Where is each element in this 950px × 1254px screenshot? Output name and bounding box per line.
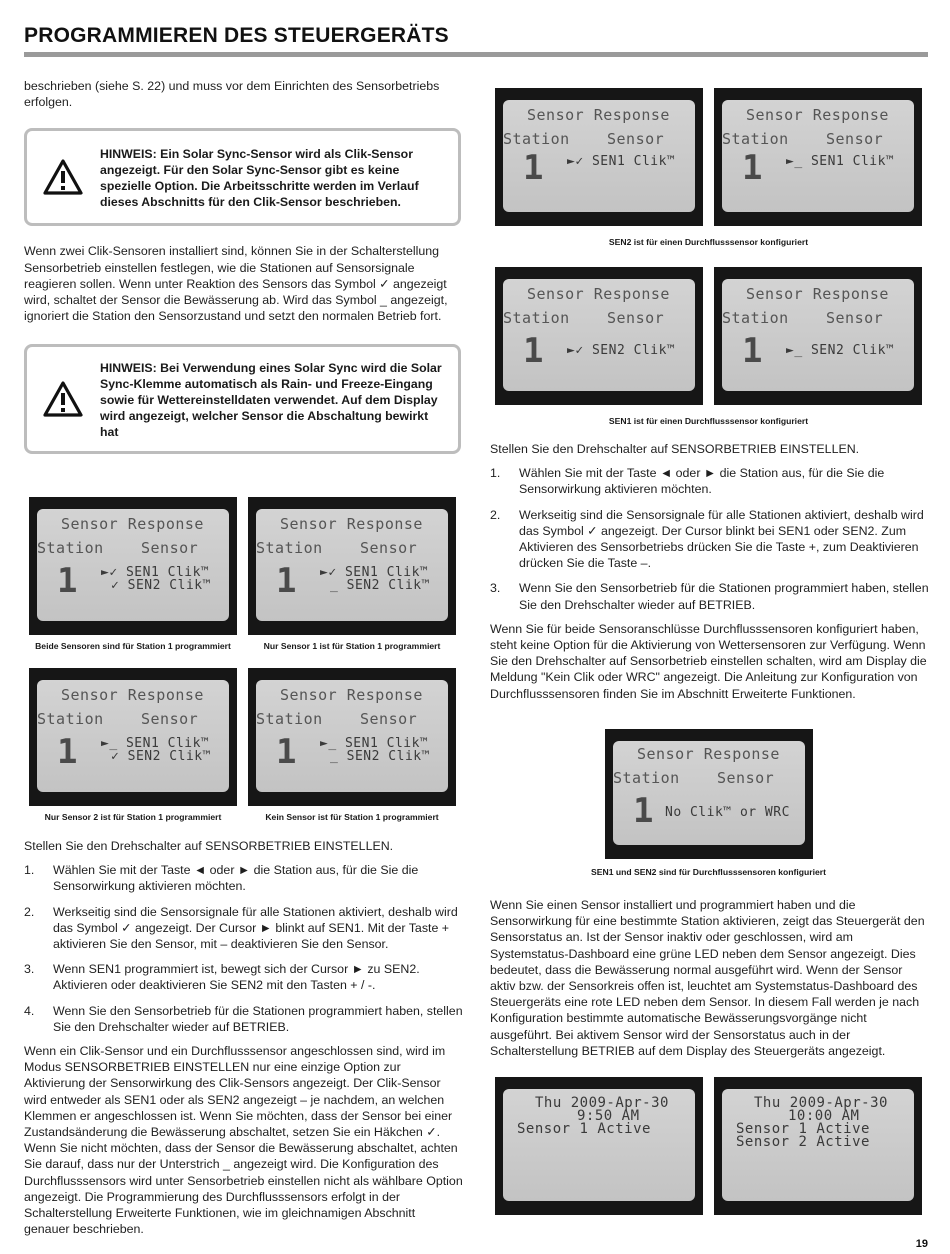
lcd-sen1-line: ►_ SEN1 Clik™ [320,736,429,751]
dial-instruction-left: Stellen Sie den Drehschalter auf SENSORBETRIEB EINSTELLEN. [24,839,394,853]
lcd-col-station: Station [37,539,104,557]
lcd-col-sensor: Sensor [826,309,884,327]
lcd-title: Sensor Response [280,515,423,533]
lcd-both-sensors [29,497,237,635]
lcd-screen [722,279,914,391]
right-text-1 [490,441,930,702]
caption-sensor1-only: Nur Sensor 1 ist für Station 1 programmiert [263,641,441,651]
step-text: Werkseitig sind die Sensorsignale für alle Stationen aktiviert, deshalb wird das Symbol ✓ angezeigt. Der Cursor ► blinkt auf SEN1. Mit der Taste + aktivieren Sie den Sensor, mit – deaktivieren Sie den Sensor. [53,904,458,952]
lcd-station-number: 1 [523,331,544,371]
lcd-sen2-line: ✓ SEN2 Clik™ [111,578,211,593]
lcd-screen [256,509,448,621]
lcd-col-station: Station [722,130,789,148]
steps-left [24,862,464,1035]
lcd-station-number: 1 [523,148,544,188]
lcd-screen [503,1089,695,1201]
title-rule [24,52,928,57]
lcd-screen [722,1089,914,1201]
step-item [24,862,464,894]
paragraph-sensor-status: Wenn Sie einen Sensor installiert und programmiert haben und die Sensorwirkung für eine bestimmte Station aktivieren, zeigt das Steuergerät den Sensorstatus an. Ist der Sensor inaktiv oder geschlossen, wird am Systemstatus-Dashboard eine grüne LED neben dem Sensor angezeigt. Dies bedeutet, dass die Bewässerung normal ausgeführt wird. Wenn der Sensor aktiv bzw. der Sensorkreis offen ist, leuchtet am Systemstatus-Dashboard des Steuergeräts eine rote LED neben dem Sensor. In diesem Fall werden je nach Konfiguration bestimmte automatische Bewässerungsvorgänge nicht ausgeführt. Bei aktivem Sensor wird der Sensorstatus auch in der Schalterstellung BETRIEB auf dem Display des Steuergeräts angezeigt. [490,898,925,1058]
lcd-sen2-line: ►✓ SEN2 Clik™ [567,343,676,358]
lcd-screen [256,680,448,792]
lcd-status-2 [714,1077,922,1215]
note-box-2 [24,344,461,454]
lcd-sensor-1-active: Sensor 1 Active [736,1121,870,1137]
left-lower-text [24,838,464,1237]
lcd-screen [613,741,805,845]
page-title: PROGRAMMIEREN DES STEUERGERÄTS [24,24,449,47]
step-number: 3. [24,962,35,977]
lcd-sensor-2-active: Sensor 2 Active [736,1134,870,1150]
step-number: 1. [24,863,35,878]
lcd-date: Thu 2009-Apr-30 [535,1095,669,1111]
step-text: Wenn Sie den Sensorbetrieb für die Stationen programmiert haben, stellen Sie den Drehschalter wieder auf BETRIEB. [519,581,929,612]
step-text: Wenn SEN1 programmiert ist, bewegt sich der Cursor ► zu SEN2. Aktivieren oder deaktivieren Sie SEN2 mit den Tasten + / -. [53,962,420,993]
step-text: Werkseitig sind die Sensorsignale für alle Stationen aktiviert, deshalb wird das Symbol ✓ angezeigt. Der Cursor blinkt bei SEN1 oder SEN2. Zum Aktivieren des Sensorbetriebs drücken Sie die Taste +, zum Deaktivieren drücken Sie die Taste –. [519,507,924,571]
lcd-screen [503,100,695,212]
step-number: 1. [490,466,501,481]
lcd-sen1-flow-a [495,267,703,405]
lcd-no-clik [605,729,813,859]
lcd-screen [722,100,914,212]
note-1-text [100,146,444,210]
caption-no-sensor: Kein Sensor ist für Station 1 programmiert [265,812,439,822]
lcd-sen2-line: _ SEN2 Clik™ [330,749,430,764]
lcd-sen2-flow-a [495,88,703,226]
lcd-screen [503,279,695,391]
step-item [490,465,930,497]
step-text: Wenn Sie den Sensorbetrieb für die Stationen programmiert haben, stellen Sie den Drehschalter wieder auf BETRIEB. [53,1003,463,1034]
lcd-title: Sensor Response [61,686,204,704]
caption-both-sensors: Beide Sensoren sind für Station 1 programmiert [35,641,231,651]
step-item [24,904,464,953]
warning-icon [43,381,83,417]
note-2-label: HINWEIS: [100,361,157,376]
step-item [24,1003,464,1035]
lcd-screen [37,509,229,621]
lcd-sen1-line: ►_ SEN1 Clik™ [786,154,895,169]
intro-paragraph: beschrieben (siehe S. 22) und muss vor dem Einrichten des Sensorbetriebs erfolgen. [24,79,440,110]
right-text-2 [490,897,930,1059]
caption-sensor2-only: Nur Sensor 2 ist für Station 1 programmiert [44,812,222,822]
lcd-station-number: 1 [276,732,297,772]
lcd-no-sensor [248,668,456,806]
lcd-col-sensor: Sensor [141,710,199,728]
lcd-sensor1-only [248,497,456,635]
lcd-station-number: 1 [57,561,78,601]
lcd-time: 9:50 AM [577,1108,640,1124]
lcd-sen2-line: ✓ SEN2 Clik™ [111,749,211,764]
lcd-screen [37,680,229,792]
note-box-1 [24,128,461,226]
caption-both-flow: SEN1 und SEN2 sind für Durchflusssensoren konfiguriert [591,867,826,877]
note-1-body: Ein Solar Sync-Sensor wird als Clik-Sensor angezeigt. Für den Solar Sync-Sensor gibt es keine spezielle Option. Die Arbeitsschritte werden im Verlauf dieses Abschnitts für den Clik-Sensor beschrieben. [100,147,419,210]
lcd-sen1-flow-b [714,267,922,405]
step-item [490,507,930,572]
step-number: 2. [490,507,501,522]
lcd-col-station: Station [722,309,789,327]
lcd-col-station: Station [503,130,570,148]
lcd-time: 10:00 AM [788,1108,860,1124]
lcd-station-number: 1 [742,148,763,188]
lcd-col-sensor: Sensor [717,769,775,787]
step-item [490,580,930,612]
lcd-col-sensor: Sensor [607,309,665,327]
lcd-sen1-line: ►✓ SEN1 Clik™ [101,565,210,580]
lcd-col-sensor: Sensor [826,130,884,148]
lcd-title: Sensor Response [527,106,670,124]
page-number: 19 [915,1238,928,1250]
lcd-station-number: 1 [57,732,78,772]
step-text: Wählen Sie mit der Taste ◄ oder ► die Station aus, für die Sie die Sensorwirkung aktivieren möchten. [519,466,885,497]
paragraph-clik-and-flow: Wenn ein Clik-Sensor und ein Durchflusssensor angeschlossen sind, wird im Modus SENSORBETRIEB EINSTELLEN nur eine einzige Option zur Aktivierung der Sensorwirkung des Clik-Sensors angezeigt. Der Clik-Sensor wird entweder als SEN1 oder als SEN2 angezeigt – je nachdem, an welchen Klemmen er angeschlossen ist. Wenn Sie möchten, dass der Sensor bei einer Zustandsänderung die Bewässerung abschaltet, setzen Sie ein Häkchen ✓. Wenn Sie nicht möchten, dass der Sensor die Bewässerung abschaltet, achten Sie darauf, dass nur der Unterstrich _ angezeigt wird. Die Konfiguration des Durchflusssensors wird unter Sensorbetrieb einstellen nicht als wählbare Option angezeigt. Die Programmierung des Durchflusssensors erfolgt in der Schalterstellung Erweiterte Funktionen, wie im gleichnamigen Abschnitt genauer beschrieben. [24,1044,463,1237]
lcd-title: Sensor Response [280,686,423,704]
lcd-col-sensor: Sensor [607,130,665,148]
note-2-body: Bei Verwendung eines Solar Sync wird die Solar Sync-Klemme automatisch als Rain- und Freeze-Eingang sowie für Wettereinstelldaten verwendet. Auf dem Display wird angezeigt, welcher Sensor die Abschaltung bewirkt hat [100,361,442,440]
lcd-sen2-line: _ SEN2 Clik™ [330,578,430,593]
lcd-sen1-line: ►✓ SEN1 Clik™ [567,154,676,169]
dial-instruction-right: Stellen Sie den Drehschalter auf SENSORBETRIEB EINSTELLEN. [490,442,860,456]
lcd-col-sensor: Sensor [141,539,199,557]
lcd-title: Sensor Response [61,515,204,533]
paragraph-two-clik: Wenn zwei Clik-Sensoren installiert sind, können Sie in der Schalterstellung Sensorbetrieb einstellen festlegen, wie die Stationen auf Sensorsignale reagieren sollen. Wenn unter Reaktion des Sensors das Symbol ✓ angezeigt wird, schaltet der Sensor die Bewässerung ab. Wird das Symbol _ angezeigt, ignoriert die Station den Sensorzustand und setzt den normalen Betrieb fort. [24,244,448,324]
lcd-sen1-line: ►✓ SEN1 Clik™ [320,565,429,580]
lcd-title: Sensor Response [746,285,889,303]
steps-right [490,465,930,613]
lcd-col-station: Station [256,710,323,728]
lcd-no-clik-line: No Clik™ or WRC [665,805,790,820]
lcd-station-number: 1 [633,791,654,831]
paragraph-both-flow: Wenn Sie für beide Sensoranschlüsse Durchflusssensoren konfiguriert haben, steht keine Option für die Aktivierung von Wettersensoren zur Verfügung. Wenn Sie den Drehschalter auf Sensorbetrieb einstellen schalten, wird am Display die Meldung "Kein Clik oder WRC" angezeigt. Die Anleitung zur Konfiguration von Durchflusssensoren finden Sie im Abschnitt Erweiterte Funktionen. [490,621,927,701]
lcd-status-1 [495,1077,703,1215]
lcd-sen2-flow-b [714,88,922,226]
lcd-sensor-1-active: Sensor 1 Active [517,1121,651,1137]
lcd-sen1-line: ►_ SEN1 Clik™ [101,736,210,751]
caption-sen2-flow: SEN2 ist für einen Durchflusssensor konfiguriert [608,237,809,247]
warning-icon [43,159,83,195]
step-text: Wählen Sie mit der Taste ◄ oder ► die Station aus, für die Sie die Sensorwirkung aktivieren möchten. [53,863,419,894]
step-item [24,961,464,993]
lcd-col-station: Station [256,539,323,557]
lcd-sen2-line: ►_ SEN2 Clik™ [786,343,895,358]
caption-sen1-flow: SEN1 ist für einen Durchflusssensor konfiguriert [608,416,809,426]
lcd-station-number: 1 [276,561,297,601]
lcd-col-sensor: Sensor [360,710,418,728]
lcd-title: Sensor Response [637,745,780,763]
step-number: 3. [490,581,501,596]
lcd-title: Sensor Response [527,285,670,303]
lcd-station-number: 1 [742,331,763,371]
note-1-label: HINWEIS: [100,147,157,162]
note-2-text [100,360,444,440]
lcd-date: Thu 2009-Apr-30 [754,1095,888,1111]
left-column [24,78,464,454]
lcd-col-station: Station [37,710,104,728]
lcd-title: Sensor Response [746,106,889,124]
lcd-col-sensor: Sensor [360,539,418,557]
step-number: 2. [24,904,35,919]
lcd-col-station: Station [613,769,680,787]
lcd-col-station: Station [503,309,570,327]
lcd-sensor2-only [29,668,237,806]
step-number: 4. [24,1003,35,1018]
